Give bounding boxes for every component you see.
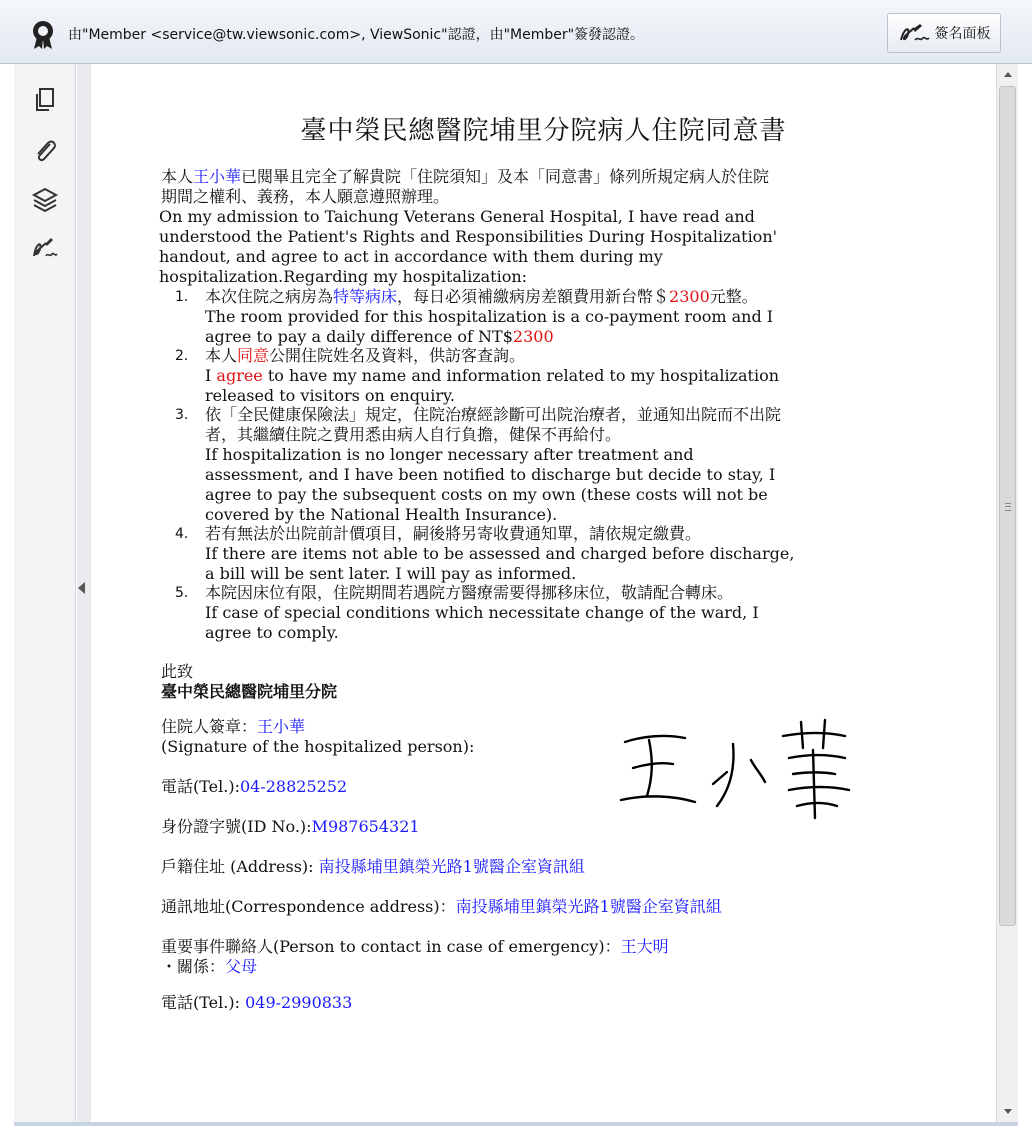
item-number: 1. xyxy=(175,289,189,305)
scroll-up-arrow-icon[interactable] xyxy=(1004,72,1012,77)
address-field xyxy=(161,857,585,876)
bottom-edge xyxy=(14,1122,1018,1126)
scroll-grip-icon xyxy=(1005,503,1011,511)
item-2-zh xyxy=(205,346,525,365)
layers-icon[interactable] xyxy=(31,186,59,214)
relation-field xyxy=(161,957,257,976)
patient-name: 王小華 xyxy=(193,167,242,186)
intro-line-2: 期間之權利、義務，本人願意遵照辦理。 xyxy=(161,187,450,206)
item-number: 3. xyxy=(175,407,189,423)
item-number: 4. xyxy=(175,526,189,542)
item-1-en-2 xyxy=(205,327,554,346)
certification-message: 由"Member <service@tw.viewsonic.com>, ViewSonic"認證，由"Member"簽發認證。 xyxy=(68,27,645,43)
field-label: 重要事件聯絡人(Person to contact in case of emergency)： xyxy=(161,937,621,956)
item-text: I xyxy=(205,366,217,385)
item-text: 公開住院姓名及資料，供訪客查詢。 xyxy=(269,346,526,365)
field-label: 電話(Tel.): xyxy=(161,993,246,1012)
item-1-en-1: The room provided for this hospitalization is a co-payment room and I xyxy=(205,307,774,326)
field-label: 通訊地址(Correspondence address)： xyxy=(161,897,456,916)
field-label: 戶籍住址 (Address): xyxy=(161,857,319,876)
item-3-zh-2: 者，其繼續住院之費用悉由病人自行負擔，健保不再給付。 xyxy=(205,425,622,444)
field-label: 住院人簽章： xyxy=(161,717,258,736)
intro-en-line-3: handout, and agree to act in accordance with them during my xyxy=(159,247,663,266)
document-page xyxy=(91,64,996,1122)
item-3-zh-1: 依「全民健康保險法」規定，住院治療經診斷可出院治療者，並通知出院而不出院 xyxy=(205,405,782,424)
item-number: 2. xyxy=(175,348,189,364)
attachment-icon[interactable] xyxy=(31,136,59,164)
room-type: 特等病床 xyxy=(333,287,398,306)
item-text: 本人 xyxy=(205,346,238,365)
item-3-en-4: covered by the National Health Insurance). xyxy=(205,505,558,524)
item-2-en-1 xyxy=(205,366,779,385)
field-value: 王大明 xyxy=(620,937,669,956)
document-title: 臺中榮民總醫院埔里分院病人住院同意書 xyxy=(300,116,787,146)
item-5-zh-1: 本院因床位有限，住院期間若遇院方醫療需要得挪移床位，敬請配合轉床。 xyxy=(205,583,734,602)
field-value: 父母 xyxy=(225,957,258,976)
navigation-panel xyxy=(14,64,76,1122)
field-label: 身份證字號(ID No.): xyxy=(161,817,312,836)
item-text: ，每日必須補繳病房差額費用新台幣＄ xyxy=(397,287,670,306)
room-fee: 2300 xyxy=(669,287,710,306)
signature-icon[interactable] xyxy=(31,234,59,262)
intro-line-1 xyxy=(161,167,769,186)
item-5-en-2: agree to comply. xyxy=(205,623,339,642)
item-text: 元整。 xyxy=(709,287,758,306)
signature-pen-icon xyxy=(898,22,932,44)
signature-panel-button[interactable] xyxy=(887,13,1001,53)
intro-en-line-4: hospitalization.Regarding my hospitalization: xyxy=(159,267,528,286)
tel-field xyxy=(161,777,347,796)
field-value: 049-2990833 xyxy=(245,993,353,1012)
intro-en-line-1: On my admission to Taichung Veterans General Hospital, I have read and xyxy=(159,207,755,226)
item-2-en-2: released to visitors on enquiry. xyxy=(205,386,455,405)
field-value: 南投縣埔里鎮榮光路1號醫企室資訊組 xyxy=(318,857,585,876)
vertical-scrollbar[interactable] xyxy=(996,64,1018,1122)
item-number: 5. xyxy=(175,585,189,601)
field-label: 電話(Tel.): xyxy=(161,777,240,796)
salutation: 此致 xyxy=(161,662,194,681)
signature-panel-label: 簽名面板 xyxy=(934,26,991,42)
item-1-zh xyxy=(205,287,758,306)
signature-field-en: (Signature of the hospitalized person): xyxy=(161,737,475,756)
signature-status-bar xyxy=(0,0,1032,64)
field-label: ・關係： xyxy=(161,957,226,976)
scrollbar-thumb[interactable] xyxy=(999,86,1016,926)
certificate-ribbon-icon xyxy=(30,20,56,50)
handwritten-signature xyxy=(613,714,863,824)
consent-choice: agree xyxy=(216,366,263,385)
consent-choice: 同意 xyxy=(237,346,270,365)
emergency-contact-field xyxy=(161,937,669,956)
item-text: 本次住院之病房為 xyxy=(205,287,334,306)
field-value: 04-28825252 xyxy=(239,777,348,796)
item-text: agree to pay a daily difference of NT$ xyxy=(205,327,513,346)
id-field xyxy=(161,817,420,836)
pages-icon[interactable] xyxy=(31,86,59,114)
item-4-en-1: If there are items not able to be assessed and charged before discharge, xyxy=(205,544,795,563)
field-value: 王小華 xyxy=(257,717,306,736)
item-4-en-2: a bill will be sent later. I will pay as informed. xyxy=(205,564,577,583)
item-3-en-1: If hospitalization is no longer necessary after treatment and xyxy=(205,445,694,464)
item-5-en-1: If case of special conditions which necessitate change of the ward, I xyxy=(205,603,759,622)
field-value: M987654321 xyxy=(311,817,420,836)
intro-text: 已閱畢且完全了解貴院「住院須知」及本「同意書」條列所規定病人於住院 xyxy=(241,167,770,186)
signature-field xyxy=(161,717,305,736)
item-4-zh-1: 若有無法於出院前計價項目，嗣後將另寄收費通知單，請依規定繳費。 xyxy=(205,524,702,543)
correspondence-field xyxy=(161,897,722,916)
intro-text: 本人 xyxy=(161,167,194,186)
item-3-en-3: agree to pay the subsequent costs on my own (these costs will not be xyxy=(205,485,768,504)
item-3-en-2: assessment, and I have been notified to discharge but decide to stay, I xyxy=(205,465,776,484)
collapse-panel-arrow-icon[interactable] xyxy=(78,582,85,594)
intro-en-line-2: understood the Patient's Rights and Responsibilities During Hospitalization' xyxy=(159,227,778,246)
field-value: 南投縣埔里鎮榮光路1號醫企室資訊組 xyxy=(455,897,722,916)
item-text: to have my name and information related to my hospitalization xyxy=(262,366,780,385)
room-fee: 2300 xyxy=(512,327,554,346)
emergency-tel-field xyxy=(161,993,352,1012)
scroll-down-arrow-icon[interactable] xyxy=(1004,1109,1012,1114)
recipient: 臺中榮民總醫院埔里分院 xyxy=(161,682,338,701)
